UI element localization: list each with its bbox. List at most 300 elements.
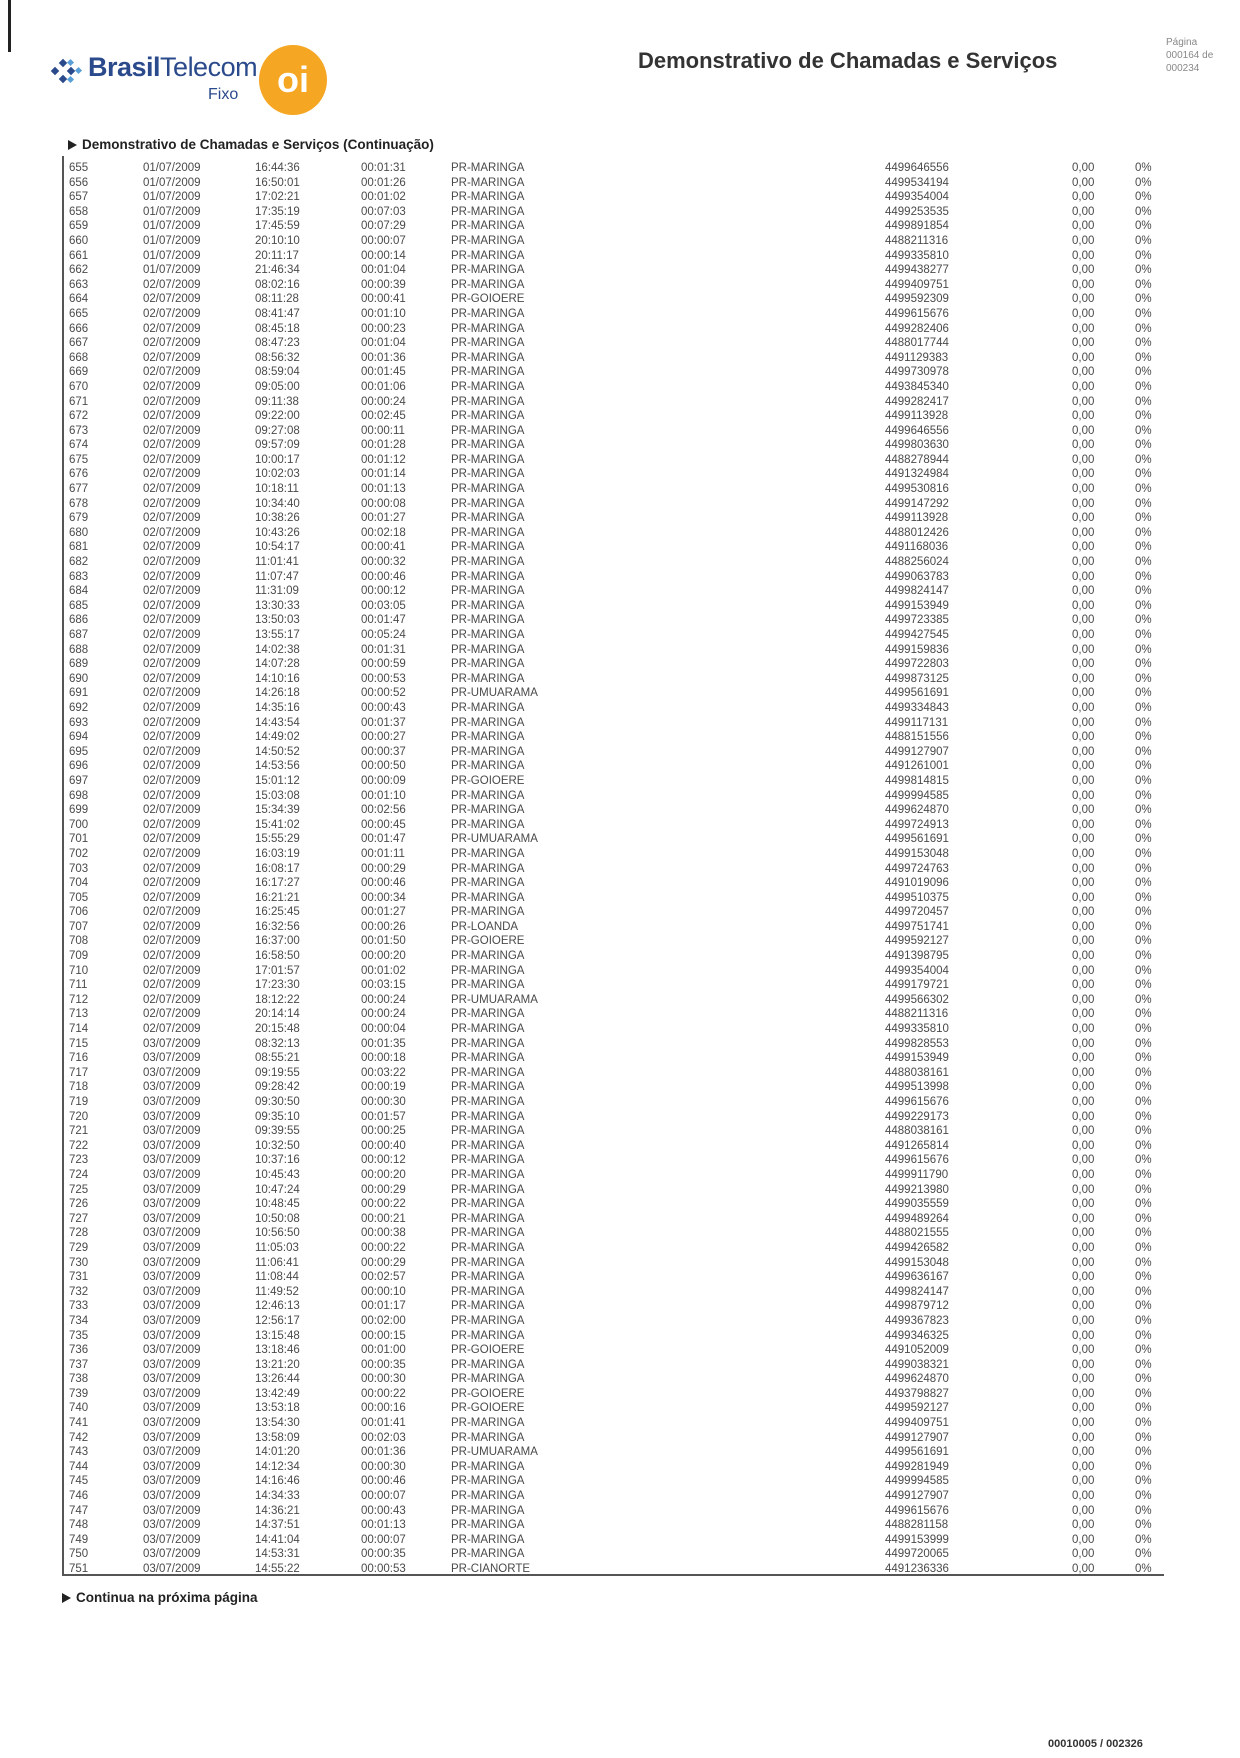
call-time: 10:38:26 [255,512,300,525]
call-duration: 00:00:24 [361,395,406,408]
call-percent: 0% [1135,1358,1152,1371]
call-time: 09:19:55 [255,1066,300,1079]
phone-number: 4499873125 [885,672,949,685]
phone-number: 4491129383 [885,351,949,364]
call-date: 02/07/2009 [143,818,201,831]
brand-sub: Fixo [208,86,239,103]
table-row [0,672,1240,687]
call-date: 03/07/2009 [143,1314,201,1327]
brand-name: BrasilTelecom [88,52,258,82]
call-value: 0,00 [1072,1314,1095,1327]
call-time: 10:56:50 [255,1227,300,1240]
call-time: 20:10:10 [255,234,300,247]
call-time: 11:08:44 [255,1271,299,1284]
table-row [0,1226,1240,1241]
call-value: 0,00 [1072,380,1095,393]
call-time: 14:34:33 [255,1490,300,1503]
oi-logo [258,42,328,116]
call-date: 02/07/2009 [143,891,201,904]
call-time: 10:48:45 [255,1198,300,1211]
call-date: 01/07/2009 [143,205,201,218]
call-time: 13:53:18 [255,1402,300,1415]
call-destination: PR-MARINGA [451,1300,525,1313]
call-time: 08:56:32 [255,351,300,364]
call-percent: 0% [1135,366,1152,379]
call-time: 17:45:59 [255,220,300,233]
call-destination: PR-MARINGA [451,979,525,992]
call-time: 10:47:24 [255,1183,300,1196]
call-date: 03/07/2009 [143,1490,201,1503]
call-time: 11:07:47 [255,570,299,583]
call-duration: 00:00:12 [361,585,406,598]
call-date: 01/07/2009 [143,162,201,174]
table-row [0,628,1240,643]
table-row [0,1241,1240,1256]
call-value: 0,00 [1072,731,1095,744]
call-date: 02/07/2009 [143,599,201,612]
table-row [0,278,1240,293]
phone-number: 4499438277 [885,264,949,277]
call-date: 03/07/2009 [143,1256,201,1269]
call-destination: PR-MARINGA [451,643,525,656]
row-number: 724 [69,1168,89,1181]
table-row [0,263,1240,278]
call-time: 11:31:09 [255,585,299,598]
call-date: 02/07/2009 [143,585,201,598]
call-percent: 0% [1135,570,1152,583]
call-duration: 00:01:10 [361,789,406,802]
call-time: 16:32:56 [255,920,300,933]
table-row [0,862,1240,877]
table-row [0,847,1240,862]
row-number: 747 [69,1504,89,1517]
phone-number: 4499724763 [885,862,949,875]
call-value: 0,00 [1072,1008,1095,1021]
phone-number: 4499282417 [885,395,949,408]
call-time: 10:34:40 [255,497,300,510]
row-number: 700 [69,818,89,831]
call-time: 14:10:16 [255,672,300,685]
phone-number: 4493798827 [885,1387,949,1400]
call-percent: 0% [1135,424,1152,437]
call-destination: PR-MARINGA [451,322,525,335]
call-percent: 0% [1135,220,1152,233]
call-duration: 00:00:07 [361,234,406,247]
phone-number: 4499346325 [885,1329,949,1342]
table-row [0,1095,1240,1110]
phone-number: 4488021555 [885,1227,949,1240]
call-time: 15:34:39 [255,804,300,817]
call-destination: PR-MARINGA [451,745,525,758]
call-time: 13:55:17 [255,629,300,641]
table-row [0,482,1240,497]
table-row [0,190,1240,205]
page-number: 000164 de [1166,50,1214,61]
phone-number: 4499354004 [885,191,949,204]
phone-number: 4491261001 [885,760,949,773]
call-destination: PR-MARINGA [451,278,525,291]
call-date: 02/07/2009 [143,307,201,320]
call-percent: 0% [1135,191,1152,204]
call-value: 0,00 [1072,585,1095,598]
call-date: 03/07/2009 [143,1460,201,1473]
phone-number: 4499566302 [885,993,949,1006]
phone-number: 4499409751 [885,1417,949,1430]
call-date: 02/07/2009 [143,351,201,364]
call-date: 03/07/2009 [143,1387,201,1400]
call-date: 02/07/2009 [143,410,201,423]
call-time: 13:18:46 [255,1344,300,1357]
call-date: 03/07/2009 [143,1475,201,1488]
call-date: 02/07/2009 [143,993,201,1006]
call-percent: 0% [1135,1314,1152,1327]
phone-number: 4499636167 [885,1271,949,1284]
call-duration: 00:01:36 [361,1446,406,1459]
call-percent: 0% [1135,1125,1152,1138]
call-time: 15:41:02 [255,818,300,831]
call-destination: PR-MARINGA [451,950,525,963]
table-row [0,555,1240,570]
call-percent: 0% [1135,1037,1152,1050]
call-date: 01/07/2009 [143,176,201,189]
phone-number: 4499127907 [885,1490,949,1503]
call-percent: 0% [1135,337,1152,350]
page-label: Página [1166,37,1198,48]
call-percent: 0% [1135,1096,1152,1108]
call-duration: 00:01:04 [361,264,406,277]
call-duration: 00:00:10 [361,1285,406,1298]
call-duration: 00:00:30 [361,1460,406,1473]
row-number: 735 [69,1329,89,1342]
phone-number: 4499153999 [885,1533,949,1546]
phone-number: 4499253535 [885,205,949,218]
call-value: 0,00 [1072,1154,1095,1167]
row-number: 682 [69,556,89,569]
call-percent: 0% [1135,862,1152,875]
call-destination: PR-MARINGA [451,497,525,510]
call-date: 02/07/2009 [143,964,201,977]
call-destination: PR-MARINGA [451,556,525,569]
row-number: 707 [69,920,89,933]
call-percent: 0% [1135,1300,1152,1313]
call-date: 02/07/2009 [143,541,201,554]
table-row [0,643,1240,658]
table-row [0,1401,1240,1416]
call-duration: 00:01:26 [361,176,406,189]
call-date: 02/07/2009 [143,468,201,481]
row-number: 729 [69,1241,89,1254]
call-date: 03/07/2009 [143,1358,201,1371]
call-percent: 0% [1135,1066,1152,1079]
row-number: 696 [69,760,89,773]
call-value: 0,00 [1072,205,1095,218]
table-row [0,161,1240,176]
row-number: 687 [69,629,89,641]
call-destination: PR-MARINGA [451,906,525,919]
call-destination: PR-MARINGA [451,1008,525,1021]
call-time: 16:21:21 [255,891,300,904]
call-destination: PR-MARINGA [451,658,525,671]
row-number: 658 [69,205,89,218]
call-percent: 0% [1135,1212,1152,1225]
call-percent: 0% [1135,526,1152,539]
row-number: 699 [69,804,89,817]
call-percent: 0% [1135,1533,1152,1546]
row-number: 737 [69,1358,89,1371]
phone-number: 4488017744 [885,337,949,350]
call-value: 0,00 [1072,453,1095,466]
table-row [0,1153,1240,1168]
call-percent: 0% [1135,1271,1152,1284]
table-row [0,497,1240,512]
call-date: 01/07/2009 [143,191,201,204]
call-value: 0,00 [1072,599,1095,612]
call-time: 17:02:21 [255,191,300,204]
call-destination: PR-GOIOERE [451,774,525,787]
table-row [0,832,1240,847]
call-value: 0,00 [1072,337,1095,350]
table-row [0,1037,1240,1052]
row-number: 681 [69,541,89,554]
phone-number: 4499615676 [885,1154,949,1167]
row-number: 710 [69,964,89,977]
row-number: 705 [69,891,89,904]
phone-number: 4499561691 [885,833,949,846]
call-time: 09:27:08 [255,424,300,437]
call-time: 14:35:16 [255,701,300,714]
call-value: 0,00 [1072,789,1095,802]
call-date: 03/07/2009 [143,1533,201,1546]
table-row [0,322,1240,337]
page-indicator [1166,36,1226,75]
phone-number: 4499803630 [885,439,949,452]
call-percent: 0% [1135,964,1152,977]
call-time: 16:44:36 [255,162,300,174]
call-duration: 00:02:00 [361,1314,406,1327]
call-duration: 00:01:10 [361,307,406,320]
row-number: 744 [69,1460,89,1473]
call-destination: PR-MARINGA [451,701,525,714]
call-date: 02/07/2009 [143,658,201,671]
call-value: 0,00 [1072,1271,1095,1284]
row-number: 677 [69,483,89,496]
table-row [0,613,1240,628]
call-time: 17:35:19 [255,205,300,218]
table-row [0,584,1240,599]
call-percent: 0% [1135,1052,1152,1065]
table-row [0,219,1240,234]
call-value: 0,00 [1072,1081,1095,1094]
call-value: 0,00 [1072,745,1095,758]
call-duration: 00:01:04 [361,337,406,350]
call-value: 0,00 [1072,1533,1095,1546]
table-row [0,1343,1240,1358]
call-percent: 0% [1135,789,1152,802]
call-time: 10:43:26 [255,526,300,539]
call-time: 13:30:33 [255,599,300,612]
call-time: 09:35:10 [255,1110,300,1123]
call-time: 14:50:52 [255,745,300,758]
call-value: 0,00 [1072,1329,1095,1342]
call-percent: 0% [1135,322,1152,335]
call-value: 0,00 [1072,570,1095,583]
phone-number: 4499994585 [885,1475,949,1488]
call-value: 0,00 [1072,935,1095,948]
table-row [0,424,1240,439]
call-percent: 0% [1135,950,1152,963]
call-duration: 00:00:34 [361,891,406,904]
row-number: 717 [69,1066,89,1079]
phone-number: 4499229173 [885,1110,949,1123]
call-duration: 00:01:35 [361,1037,406,1050]
call-time: 15:03:08 [255,789,300,802]
phone-number: 4499335810 [885,249,949,262]
row-number: 748 [69,1519,89,1532]
call-duration: 00:00:20 [361,1168,406,1181]
call-destination: PR-MARINGA [451,1548,525,1561]
call-time: 16:17:27 [255,877,300,890]
call-time: 20:14:14 [255,1008,300,1021]
page-code: 00010005 / 002326 [1048,1738,1143,1750]
document-title: Demonstrativo de Chamadas e Serviços [638,48,1058,73]
call-destination: PR-MARINGA [451,366,525,379]
call-destination: PR-MARINGA [451,410,525,423]
call-percent: 0% [1135,1460,1152,1473]
call-date: 02/07/2009 [143,366,201,379]
call-percent: 0% [1135,497,1152,510]
call-duration: 00:00:21 [361,1212,406,1225]
table-row [0,1445,1240,1460]
call-destination: PR-MARINGA [451,1490,525,1503]
call-destination: PR-MARINGA [451,1081,525,1094]
row-number: 678 [69,497,89,510]
call-date: 02/07/2009 [143,789,201,802]
call-date: 03/07/2009 [143,1519,201,1532]
row-number: 713 [69,1008,89,1021]
call-percent: 0% [1135,395,1152,408]
table-row [0,1431,1240,1446]
row-number: 723 [69,1154,89,1167]
call-time: 21:46:34 [255,264,300,277]
row-number: 684 [69,585,89,598]
call-percent: 0% [1135,1417,1152,1430]
call-value: 0,00 [1072,1300,1095,1313]
call-date: 02/07/2009 [143,337,201,350]
call-percent: 0% [1135,1183,1152,1196]
phone-number: 4488151556 [885,731,949,744]
call-time: 13:58:09 [255,1431,300,1444]
call-time: 08:47:23 [255,337,300,350]
call-duration: 00:01:27 [361,906,406,919]
call-date: 01/07/2009 [143,234,201,247]
call-duration: 00:07:29 [361,220,406,233]
call-duration: 00:01:00 [361,1344,406,1357]
call-date: 03/07/2009 [143,1066,201,1079]
calls-table [0,161,1240,1577]
row-number: 712 [69,993,89,1006]
call-value: 0,00 [1072,964,1095,977]
call-time: 12:46:13 [255,1300,300,1313]
call-date: 02/07/2009 [143,526,201,539]
row-number: 719 [69,1096,89,1108]
call-destination: PR-MARINGA [451,337,525,350]
call-destination: PR-MARINGA [451,1285,525,1298]
table-row [0,1460,1240,1475]
table-row [0,1183,1240,1198]
call-value: 0,00 [1072,293,1095,306]
row-number: 672 [69,410,89,423]
call-duration: 00:00:29 [361,862,406,875]
call-value: 0,00 [1072,234,1095,247]
call-value: 0,00 [1072,162,1095,174]
call-destination: PR-MARINGA [451,1431,525,1444]
table-row [0,351,1240,366]
table-row [0,599,1240,614]
call-destination: PR-MARINGA [451,395,525,408]
call-destination: PR-MARINGA [451,512,525,525]
row-number: 750 [69,1548,89,1561]
phone-number: 4499724913 [885,818,949,831]
call-time: 13:50:03 [255,614,300,627]
row-number: 736 [69,1344,89,1357]
call-time: 14:37:51 [255,1519,300,1532]
call-time: 14:55:22 [255,1563,300,1575]
call-date: 02/07/2009 [143,643,201,656]
call-time: 18:12:22 [255,993,300,1006]
call-time: 14:26:18 [255,687,300,700]
table-row [0,993,1240,1008]
call-duration: 00:02:45 [361,410,406,423]
phone-number: 4499615676 [885,307,949,320]
call-date: 02/07/2009 [143,483,201,496]
call-date: 02/07/2009 [143,716,201,729]
table-row [0,701,1240,716]
call-time: 13:42:49 [255,1387,300,1400]
call-percent: 0% [1135,629,1152,641]
call-duration: 00:00:15 [361,1329,406,1342]
call-value: 0,00 [1072,249,1095,262]
call-date: 03/07/2009 [143,1168,201,1181]
call-time: 14:49:02 [255,731,300,744]
call-date: 02/07/2009 [143,672,201,685]
table-row [0,176,1240,191]
call-time: 10:45:43 [255,1168,300,1181]
call-date: 03/07/2009 [143,1417,201,1430]
call-destination: PR-MARINGA [451,891,525,904]
phone-number: 4499367823 [885,1314,949,1327]
row-number: 670 [69,380,89,393]
call-date: 02/07/2009 [143,847,201,860]
call-duration: 00:02:56 [361,804,406,817]
call-duration: 00:02:57 [361,1271,406,1284]
call-date: 02/07/2009 [143,614,201,627]
call-destination: PR-MARINGA [451,877,525,890]
call-duration: 00:01:50 [361,935,406,948]
row-number: 742 [69,1431,89,1444]
phone-number: 4499035559 [885,1198,949,1211]
call-percent: 0% [1135,1475,1152,1488]
row-number: 694 [69,731,89,744]
call-percent: 0% [1135,162,1152,174]
call-destination: PR-MARINGA [451,585,525,598]
call-date: 03/07/2009 [143,1081,201,1094]
call-duration: 00:00:04 [361,1023,406,1036]
call-destination: PR-MARINGA [451,191,525,204]
call-time: 10:02:03 [255,468,300,481]
call-date: 03/07/2009 [143,1183,201,1196]
call-percent: 0% [1135,1563,1152,1575]
call-duration: 00:00:46 [361,877,406,890]
